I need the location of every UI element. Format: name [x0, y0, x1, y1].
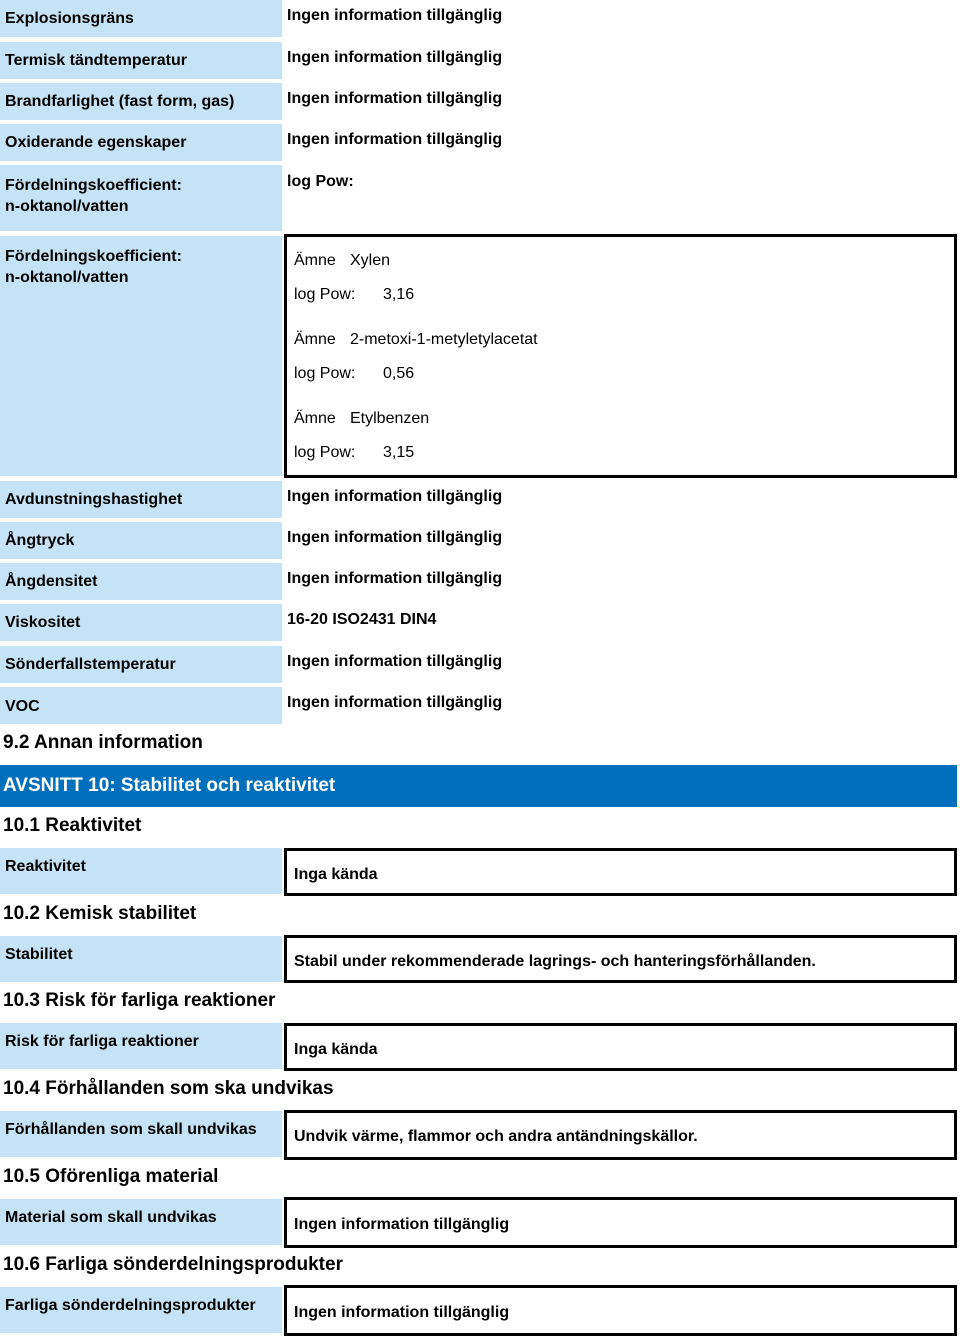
partition-box [284, 234, 957, 478]
substance-label: Ämne [294, 410, 336, 427]
substance-label: Ämne [294, 331, 336, 348]
log-pow-value: 3,16 [383, 286, 415, 303]
section-label: Förhållanden som skall undvikas [0, 1111, 282, 1157]
section-label: Stabilitet [0, 936, 282, 982]
log-pow-label: log Pow: [294, 444, 356, 461]
substance-name-line [294, 409, 954, 429]
property-value: Ingen information tillgänglig [287, 653, 503, 670]
section-value-box [284, 848, 957, 896]
subsection-heading: 10.1 Reaktivitet [3, 815, 142, 836]
section-value: Ingen information tillgänglig [294, 1304, 510, 1321]
property-value: Ingen information tillgänglig [287, 90, 503, 107]
substance-name-line [294, 251, 954, 271]
log-pow-label: log Pow: [294, 365, 356, 382]
section-label: Farliga sönderdelningsprodukter [0, 1287, 282, 1333]
partition-label-line: n-oktanol/vatten [5, 269, 129, 286]
property-value: Ingen information tillgänglig [287, 131, 503, 148]
substance-pow-line [294, 443, 954, 463]
subsection-heading: 10.2 Kemisk stabilitet [3, 903, 197, 924]
substance-name: Etylbenzen [350, 410, 430, 427]
property-label: Explosionsgräns [0, 0, 282, 37]
property-value: Ingen information tillgänglig [287, 488, 503, 505]
property-value: Ingen information tillgänglig [287, 49, 503, 66]
property-label: Ångtryck [0, 522, 282, 559]
section-value-box [284, 1285, 957, 1336]
property-value: Ingen information tillgänglig [287, 570, 503, 587]
log-pow-label: log Pow: [294, 286, 356, 303]
partition-label [0, 236, 282, 476]
section-label: Material som skall undvikas [0, 1199, 282, 1245]
partition-label-line: Fördelningskoefficient: [5, 248, 182, 265]
subsection-heading: 9.2 Annan information [3, 732, 203, 753]
substance-name-line [294, 330, 954, 350]
section-value: Inga kända [294, 1041, 378, 1058]
section-value: Ingen information tillgänglig [294, 1216, 510, 1233]
section-value-box [284, 1110, 957, 1160]
section-value-box [284, 935, 957, 983]
property-value: Ingen information tillgänglig [287, 694, 503, 711]
substance-name: Xylen [350, 252, 391, 269]
section-banner: AVSNITT 10: Stabilitet och reaktivitet [0, 765, 957, 807]
subsection-heading: 10.3 Risk för farliga reaktioner [3, 990, 276, 1011]
substance-name: 2-metoxi-1-metyletylacetat [350, 331, 538, 348]
section-value-box [284, 1023, 957, 1071]
section-value: Inga kända [294, 866, 378, 883]
property-label: Avdunstningshastighet [0, 481, 282, 518]
substance-pow-line [294, 364, 954, 384]
property-label: Sönderfallstemperatur [0, 646, 282, 683]
property-label: Viskositet [0, 604, 282, 641]
section-value: Stabil under rekommenderade lagrings- och hanteringsförhållanden. [294, 953, 816, 970]
property-label: Brandfarlighet (fast form, gas) [0, 83, 282, 120]
log-pow-value: 0,56 [383, 365, 415, 382]
subsection-heading: 10.6 Farliga sönderdelningsprodukter [3, 1254, 343, 1275]
substance-pow-line [294, 285, 954, 305]
property-value: log Pow: [287, 173, 354, 190]
section-value: Undvik värme, flammor och andra antändningskällor. [294, 1128, 698, 1145]
property-label: Termisk tändtemperatur [0, 42, 282, 79]
subsection-heading: 10.4 Förhållanden som ska undvikas [3, 1078, 334, 1099]
property-label [0, 165, 282, 231]
property-label: Ångdensitet [0, 563, 282, 600]
property-label-line: n-oktanol/vatten [5, 198, 129, 215]
property-label: VOC [0, 687, 282, 724]
section-label: Reaktivitet [0, 848, 282, 894]
substance-label: Ämne [294, 252, 336, 269]
property-value: Ingen information tillgänglig [287, 7, 503, 24]
subsection-heading: 10.5 Oförenliga material [3, 1166, 219, 1187]
property-value: Ingen information tillgänglig [287, 529, 503, 546]
section-label: Risk för farliga reaktioner [0, 1023, 282, 1069]
section-value-box [284, 1197, 957, 1248]
property-label-line: Fördelningskoefficient: [5, 177, 182, 194]
property-label: Oxiderande egenskaper [0, 124, 282, 161]
property-value: 16-20 ISO2431 DIN4 [287, 611, 437, 628]
log-pow-value: 3,15 [383, 444, 415, 461]
